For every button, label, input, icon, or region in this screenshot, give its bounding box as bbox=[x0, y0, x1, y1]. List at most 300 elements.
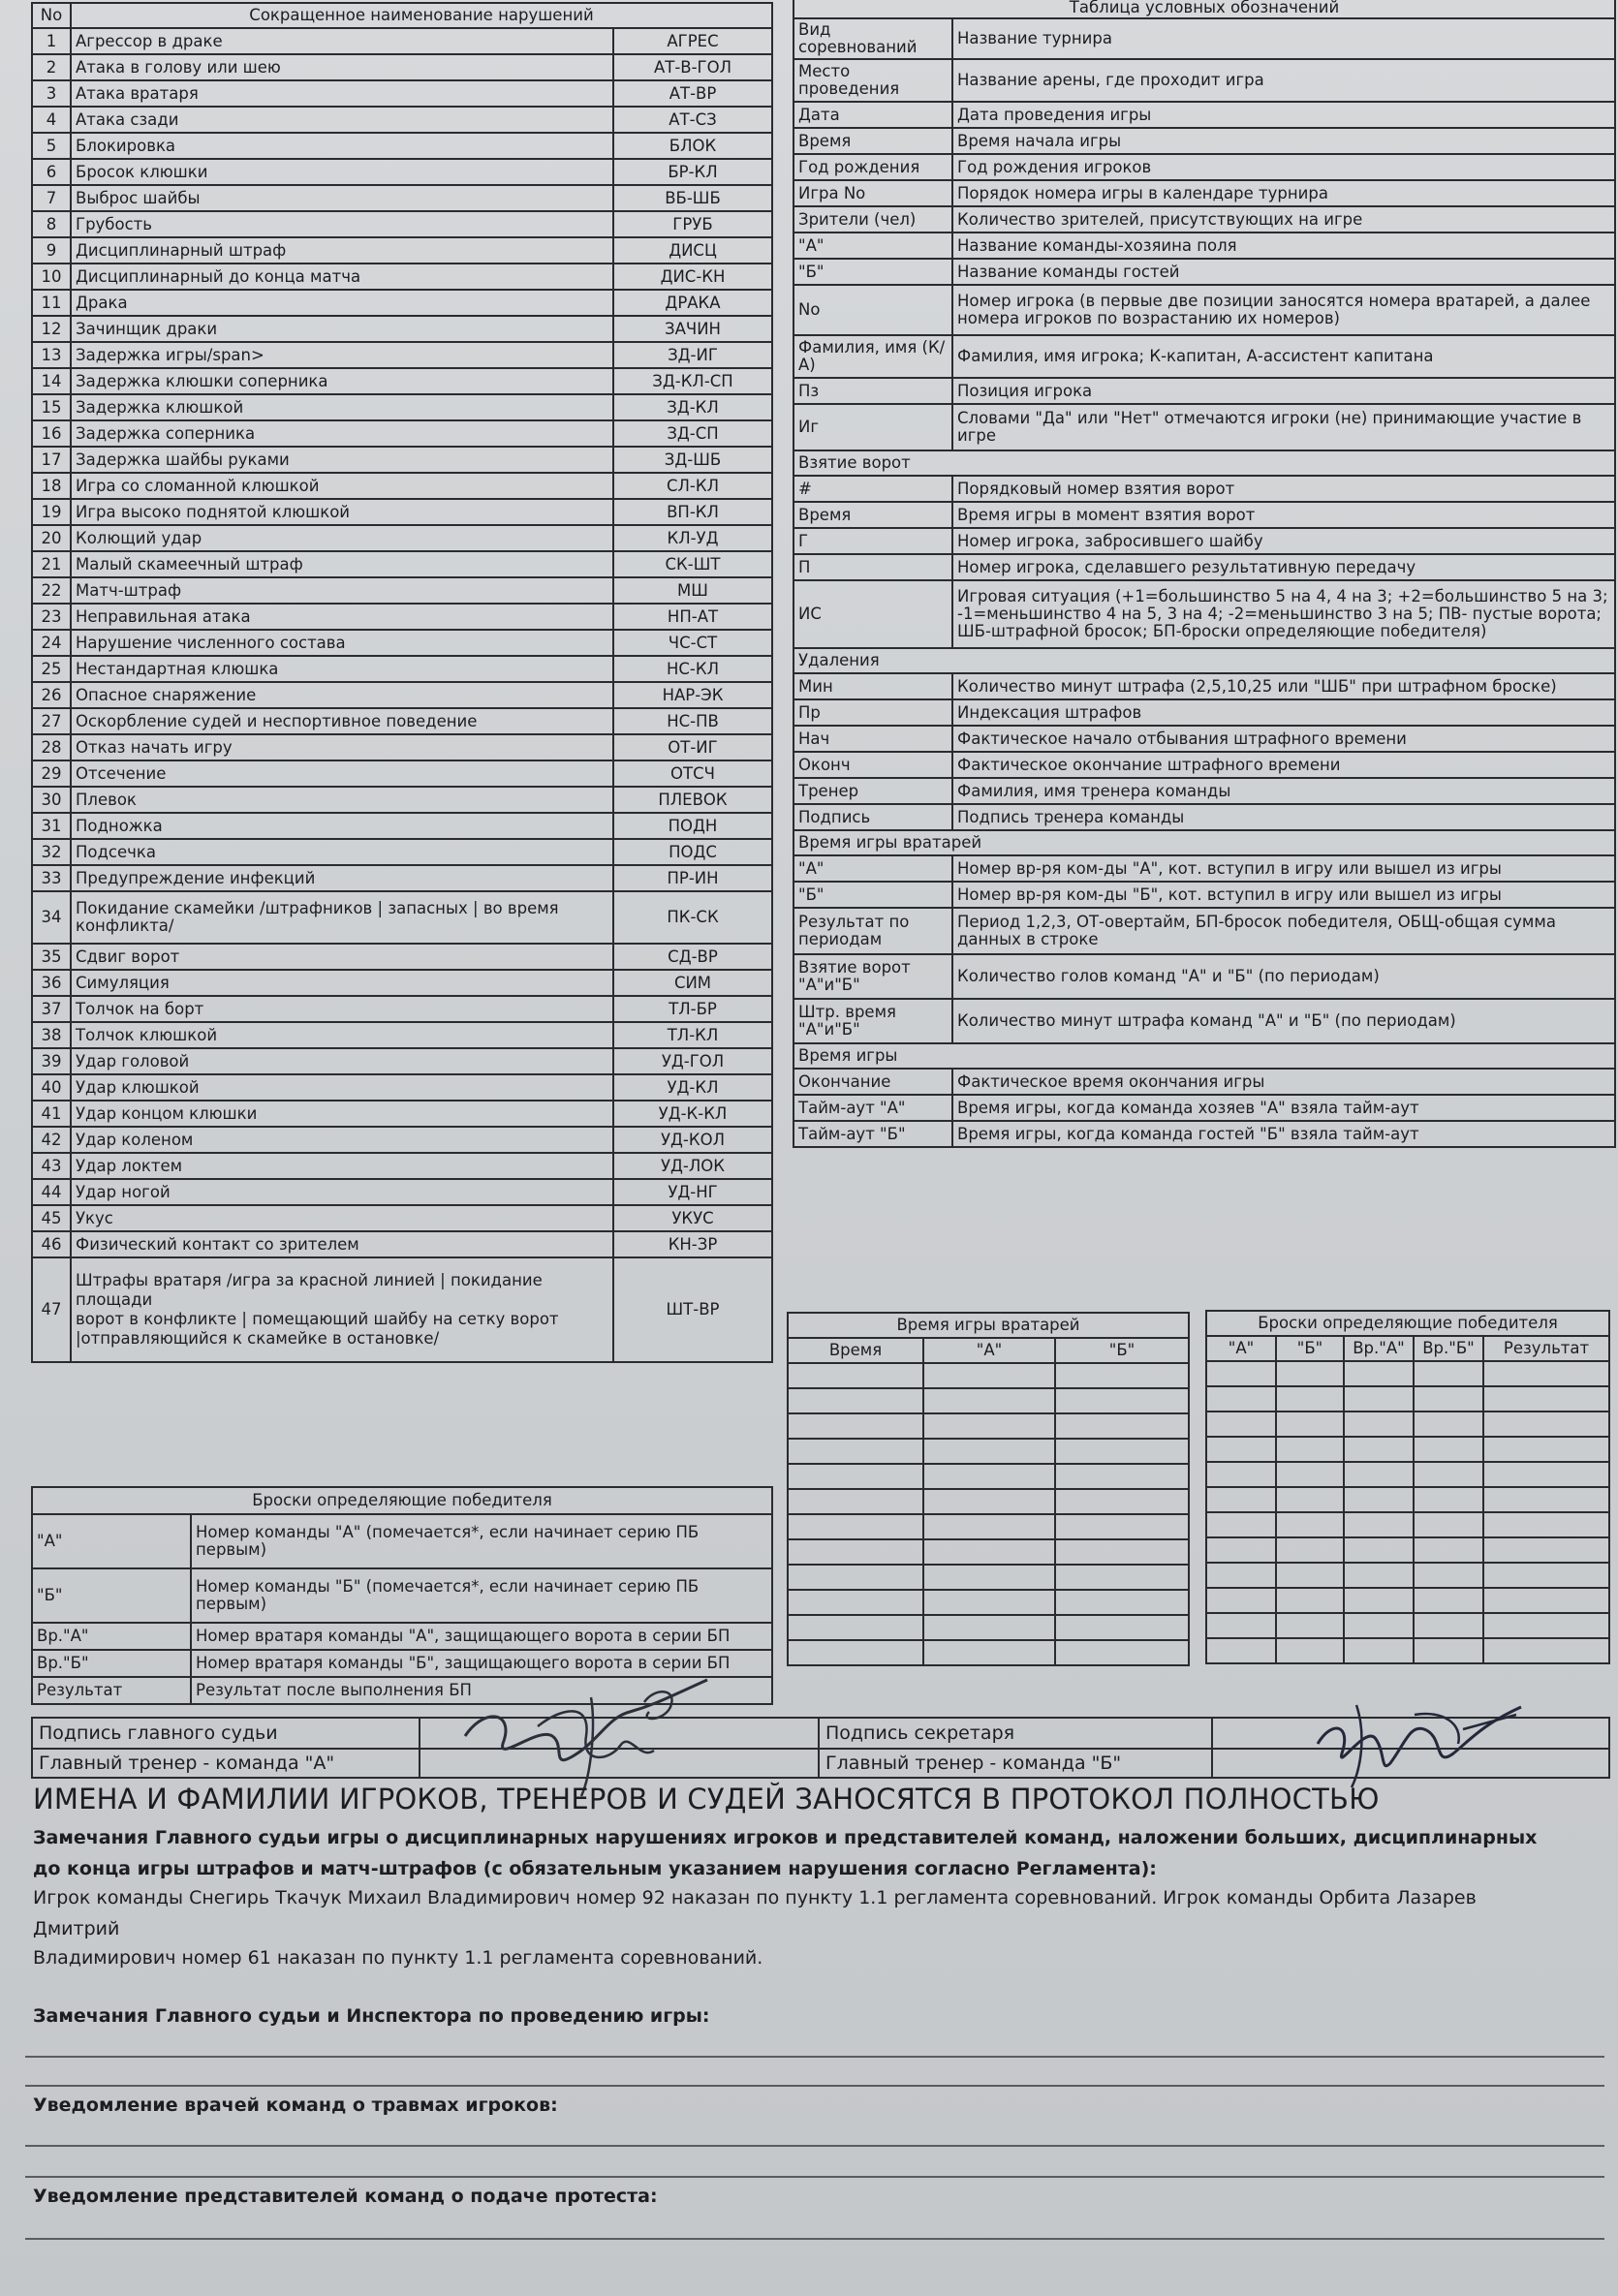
violation-abbreviation: ВБ-ШБ bbox=[613, 185, 772, 211]
empty-cell[interactable] bbox=[1483, 1437, 1609, 1462]
violation-name: Агрессор в драке bbox=[71, 28, 613, 54]
violation-row bbox=[32, 1101, 772, 1127]
empty-cell[interactable] bbox=[788, 1590, 923, 1615]
violation-abbreviation: ПЛЕВОК bbox=[613, 787, 772, 813]
violation-row bbox=[32, 1231, 772, 1257]
violation-number: 10 bbox=[32, 264, 71, 290]
violation-number: 2 bbox=[32, 54, 71, 80]
empty-cell[interactable] bbox=[1483, 1588, 1609, 1613]
legend-key: Нач bbox=[793, 726, 952, 752]
violation-row bbox=[32, 734, 772, 760]
violation-name bbox=[71, 1257, 613, 1362]
shootout-col-a: "А" bbox=[1206, 1336, 1276, 1361]
empty-cell[interactable] bbox=[1344, 1487, 1414, 1512]
violation-name: Предупреждение инфекций bbox=[71, 865, 613, 891]
empty-cell[interactable] bbox=[1206, 1613, 1276, 1638]
violation-abbreviation: АТ-СЗ bbox=[613, 107, 772, 133]
empty-cell[interactable] bbox=[1483, 1563, 1609, 1588]
legend-description: Порядковый номер взятия ворот bbox=[952, 476, 1615, 502]
legend-description: Фамилия, имя игрока; К-капитан, А-ассистент капитана bbox=[952, 335, 1615, 378]
empty-cell[interactable] bbox=[923, 1539, 1055, 1565]
violation-abbreviation: УД-КОЛ bbox=[613, 1127, 772, 1153]
empty-cell[interactable] bbox=[788, 1514, 923, 1539]
violation-row bbox=[32, 577, 772, 604]
violation-name: Неправильная атака bbox=[71, 604, 613, 630]
protest-heading: Уведомление представителей команд о подаче протеста: bbox=[33, 2186, 658, 2207]
violation-number: 43 bbox=[32, 1153, 71, 1179]
empty-cell[interactable] bbox=[788, 1615, 923, 1640]
empty-cell[interactable] bbox=[1276, 1412, 1344, 1437]
violation-row bbox=[32, 54, 772, 80]
empty-cell[interactable] bbox=[1414, 1361, 1483, 1386]
shootout-legend-row bbox=[32, 1623, 772, 1650]
empty-cell[interactable] bbox=[1414, 1563, 1483, 1588]
empty-grid-row bbox=[1206, 1588, 1609, 1613]
legend-row bbox=[793, 855, 1615, 882]
legend-row bbox=[793, 180, 1615, 206]
legend-row bbox=[793, 476, 1615, 502]
coach-a-label: Главный тренер - команда "А" bbox=[32, 1749, 420, 1778]
legend-row bbox=[793, 285, 1615, 335]
violation-row bbox=[32, 316, 772, 342]
shootout-legend-key: Результат bbox=[32, 1677, 191, 1704]
empty-cell[interactable] bbox=[788, 1640, 923, 1665]
violation-abbreviation: ТЛ-БР bbox=[613, 996, 772, 1022]
violation-number: 37 bbox=[32, 996, 71, 1022]
violation-row bbox=[32, 394, 772, 420]
violation-row bbox=[32, 211, 772, 237]
empty-cell[interactable] bbox=[1055, 1565, 1189, 1590]
violation-name: Подножка bbox=[71, 813, 613, 839]
violation-number: 12 bbox=[32, 316, 71, 342]
empty-cell[interactable] bbox=[1206, 1412, 1276, 1437]
legend-key: Мин bbox=[793, 673, 952, 699]
violation-abbreviation: НП-АТ bbox=[613, 604, 772, 630]
violation-abbreviation: ОТ-ИГ bbox=[613, 734, 772, 760]
conduct-line-1[interactable] bbox=[25, 2056, 1604, 2058]
shootout-legend-row bbox=[32, 1514, 772, 1568]
empty-cell[interactable] bbox=[923, 1640, 1055, 1665]
legend-row bbox=[793, 502, 1615, 528]
violation-abbreviation: НАР-ЭК bbox=[613, 682, 772, 708]
goalie-time-body bbox=[788, 1363, 1189, 1665]
violation-name: Толчок клюшкой bbox=[71, 1022, 613, 1048]
violation-abbreviation: УД-ЛОК bbox=[613, 1153, 772, 1179]
violation-number: 7 bbox=[32, 185, 71, 211]
empty-cell[interactable] bbox=[923, 1489, 1055, 1514]
empty-cell[interactable] bbox=[1414, 1412, 1483, 1437]
empty-cell[interactable] bbox=[1344, 1361, 1414, 1386]
legend-row bbox=[793, 59, 1615, 102]
empty-cell[interactable] bbox=[1483, 1487, 1609, 1512]
coach-b-label: Главный тренер - команда "Б" bbox=[819, 1749, 1212, 1778]
empty-cell[interactable] bbox=[788, 1489, 923, 1514]
legend-row bbox=[793, 404, 1615, 450]
empty-grid-row bbox=[788, 1439, 1189, 1464]
empty-cell[interactable] bbox=[1206, 1437, 1276, 1462]
violation-name: Нестандартная клюшка bbox=[71, 656, 613, 682]
goalie-col-a: "А" bbox=[923, 1338, 1055, 1363]
empty-cell[interactable] bbox=[788, 1539, 923, 1565]
legend-key: "А" bbox=[793, 855, 952, 882]
empty-grid-row bbox=[1206, 1487, 1609, 1512]
violation-row bbox=[32, 420, 772, 447]
empty-cell[interactable] bbox=[788, 1363, 923, 1388]
legend-key: Время bbox=[793, 502, 952, 528]
empty-cell[interactable] bbox=[1206, 1563, 1276, 1588]
caps-heading: ИМЕНА И ФАМИЛИИ ИГРОКОВ, ТРЕНЕРОВ И СУДЕЙ ЗАНОСЯТСЯ В ПРОТОКОЛ ПОЛНОСТЬЮ bbox=[33, 1783, 1380, 1815]
violation-name: Атака в голову или шею bbox=[71, 54, 613, 80]
empty-cell[interactable] bbox=[1206, 1537, 1276, 1563]
violation-name: Задержка игры/span> bbox=[71, 342, 613, 368]
violation-name: Колющий удар bbox=[71, 525, 613, 551]
legend-description: Время игры, когда команда гостей "Б" взяла тайм-аут bbox=[952, 1121, 1615, 1147]
legend-row bbox=[793, 154, 1615, 180]
empty-grid-row bbox=[1206, 1412, 1609, 1437]
shootout-col-b: "Б" bbox=[1276, 1336, 1344, 1361]
legend-key: Пз bbox=[793, 378, 952, 404]
violation-row bbox=[32, 813, 772, 839]
violation-name: Игра со сломанной клюшкой bbox=[71, 473, 613, 499]
empty-cell[interactable] bbox=[1344, 1638, 1414, 1663]
violation-row bbox=[32, 970, 772, 996]
empty-cell[interactable] bbox=[1414, 1462, 1483, 1487]
empty-cell[interactable] bbox=[1276, 1512, 1344, 1537]
empty-grid-row bbox=[788, 1413, 1189, 1439]
empty-cell[interactable] bbox=[1414, 1437, 1483, 1462]
violation-abbreviation: ПОДС bbox=[613, 839, 772, 865]
violation-number: 36 bbox=[32, 970, 71, 996]
violation-row bbox=[32, 891, 772, 944]
shootout-legend-key: Вр."Б" bbox=[32, 1650, 191, 1677]
empty-cell[interactable] bbox=[788, 1413, 923, 1439]
empty-cell[interactable] bbox=[1414, 1487, 1483, 1512]
empty-cell[interactable] bbox=[788, 1388, 923, 1413]
empty-cell[interactable] bbox=[1414, 1537, 1483, 1563]
violation-row bbox=[32, 1257, 772, 1362]
chief-referee-signature-label: Подпись главного судьи bbox=[32, 1718, 420, 1749]
violation-number: 9 bbox=[32, 237, 71, 264]
violation-abbreviation: ВП-КЛ bbox=[613, 499, 772, 525]
empty-cell[interactable] bbox=[923, 1615, 1055, 1640]
empty-cell[interactable] bbox=[1055, 1363, 1189, 1388]
violation-name: Сдвиг ворот bbox=[71, 944, 613, 970]
legend-key: Тайм-аут "А" bbox=[793, 1095, 952, 1121]
violation-number: 23 bbox=[32, 604, 71, 630]
violation-row bbox=[32, 604, 772, 630]
violation-name: Толчок на борт bbox=[71, 996, 613, 1022]
legend-description: Название команды-хозяина поля bbox=[952, 233, 1615, 259]
violation-name: Матч-штраф bbox=[71, 577, 613, 604]
legend-description: Время игры в момент взятия ворот bbox=[952, 502, 1615, 528]
violation-number: 8 bbox=[32, 211, 71, 237]
empty-cell[interactable] bbox=[1483, 1361, 1609, 1386]
conduct-line-2[interactable] bbox=[25, 2085, 1604, 2087]
empty-cell[interactable] bbox=[1055, 1413, 1189, 1439]
empty-cell[interactable] bbox=[1344, 1462, 1414, 1487]
empty-grid-row bbox=[1206, 1462, 1609, 1487]
violations-title: Сокращенное наименование нарушений bbox=[71, 3, 772, 28]
violation-name: Дисциплинарный до конца матча bbox=[71, 264, 613, 290]
shootout-col-gk-b: Вр."Б" bbox=[1414, 1336, 1483, 1361]
empty-cell[interactable] bbox=[1276, 1462, 1344, 1487]
legend-description: Название команды гостей bbox=[952, 259, 1615, 285]
remark-line-2: Дмитрий bbox=[33, 1918, 120, 1939]
violation-name: Нарушение численного состава bbox=[71, 630, 613, 656]
legend-row bbox=[793, 1069, 1615, 1095]
legend-section-row bbox=[793, 648, 1615, 673]
violation-row bbox=[32, 1153, 772, 1179]
goalie-time-title: Время игры вратарей bbox=[788, 1313, 1189, 1338]
shootout-legend-description: Результат после выполнения БП bbox=[191, 1677, 772, 1704]
violation-abbreviation: ШТ-ВР bbox=[613, 1257, 772, 1362]
empty-cell[interactable] bbox=[923, 1565, 1055, 1590]
violation-number: 44 bbox=[32, 1179, 71, 1205]
empty-cell[interactable] bbox=[1344, 1437, 1414, 1462]
violation-row bbox=[32, 1048, 772, 1074]
violation-abbreviation: БЛОК bbox=[613, 133, 772, 159]
violation-number: 47 bbox=[32, 1257, 71, 1362]
violation-abbreviation: ЗД-КЛ bbox=[613, 394, 772, 420]
violation-abbreviation: СИМ bbox=[613, 970, 772, 996]
empty-cell[interactable] bbox=[1483, 1512, 1609, 1537]
empty-cell[interactable] bbox=[1206, 1487, 1276, 1512]
shootout-body bbox=[1206, 1361, 1609, 1663]
empty-cell[interactable] bbox=[923, 1363, 1055, 1388]
violation-row bbox=[32, 1127, 772, 1153]
legend-section-row bbox=[793, 450, 1615, 476]
empty-cell[interactable] bbox=[1483, 1412, 1609, 1437]
empty-cell[interactable] bbox=[1055, 1388, 1189, 1413]
legend-description: Название арены, где проходит игра bbox=[952, 59, 1615, 102]
legend-description: Подпись тренера команды bbox=[952, 804, 1615, 830]
violation-row bbox=[32, 264, 772, 290]
empty-cell[interactable] bbox=[923, 1590, 1055, 1615]
violation-number: 1 bbox=[32, 28, 71, 54]
empty-cell[interactable] bbox=[1055, 1464, 1189, 1489]
empty-cell[interactable] bbox=[923, 1514, 1055, 1539]
legend-section-row bbox=[793, 830, 1615, 855]
legend-description: Фактическое время окончания игры bbox=[952, 1069, 1615, 1095]
violation-number: 21 bbox=[32, 551, 71, 577]
violation-number: 30 bbox=[32, 787, 71, 813]
empty-cell[interactable] bbox=[923, 1464, 1055, 1489]
empty-cell[interactable] bbox=[1483, 1537, 1609, 1563]
violation-row bbox=[32, 630, 772, 656]
legend-key: Пр bbox=[793, 699, 952, 726]
goalie-col-b: "Б" bbox=[1055, 1338, 1189, 1363]
legend-description: Фактическое окончание штрафного времени bbox=[952, 752, 1615, 778]
remark-line-1: Игрок команды Снегирь Ткачук Михаил Владимирович номер 92 наказан по пункту 1.1 регламента соревнований. Игрок команды Орбита Лазарев bbox=[33, 1887, 1477, 1908]
legend-key: Фамилия, имя (К/А) bbox=[793, 335, 952, 378]
empty-cell[interactable] bbox=[1276, 1588, 1344, 1613]
violation-name-line: ворот в конфликте | помещающий шайбу на сетку ворот bbox=[76, 1310, 559, 1328]
empty-cell[interactable] bbox=[1276, 1437, 1344, 1462]
protest-line-1[interactable] bbox=[25, 2238, 1604, 2240]
legend-row bbox=[793, 102, 1615, 128]
legend-description: Номер игрока, забросившего шайбу bbox=[952, 528, 1615, 554]
empty-cell[interactable] bbox=[1276, 1386, 1344, 1412]
violation-row bbox=[32, 133, 772, 159]
empty-cell[interactable] bbox=[1206, 1588, 1276, 1613]
violation-abbreviation: УД-НГ bbox=[613, 1179, 772, 1205]
violation-name-line: |отправляющийся к скамейке в остановке/ bbox=[76, 1329, 440, 1348]
injuries-line-1[interactable] bbox=[25, 2145, 1604, 2147]
violation-number: 40 bbox=[32, 1074, 71, 1101]
injuries-line-2[interactable] bbox=[25, 2176, 1604, 2178]
empty-cell[interactable] bbox=[788, 1464, 923, 1489]
empty-cell[interactable] bbox=[1055, 1539, 1189, 1565]
legend-title: Таблица условных обозначений bbox=[793, 0, 1615, 18]
violation-name: Покидание скамейки /штрафников | запасных | во время конфликта/ bbox=[71, 891, 613, 944]
violation-name: Задержка шайбы руками bbox=[71, 447, 613, 473]
violations-body bbox=[32, 28, 772, 1362]
empty-cell[interactable] bbox=[1483, 1613, 1609, 1638]
violation-number: 15 bbox=[32, 394, 71, 420]
empty-cell[interactable] bbox=[1055, 1590, 1189, 1615]
violation-name: Удар локтем bbox=[71, 1153, 613, 1179]
legend-row bbox=[793, 908, 1615, 954]
violation-abbreviation: ЗД-ИГ bbox=[613, 342, 772, 368]
empty-cell[interactable] bbox=[1055, 1615, 1189, 1640]
empty-cell[interactable] bbox=[1055, 1640, 1189, 1665]
legend-row bbox=[793, 954, 1615, 999]
violation-name: Игра высоко поднятой клюшкой bbox=[71, 499, 613, 525]
violation-number: 34 bbox=[32, 891, 71, 944]
violation-number: 33 bbox=[32, 865, 71, 891]
empty-cell[interactable] bbox=[1276, 1613, 1344, 1638]
legend-key: П bbox=[793, 554, 952, 580]
empty-cell[interactable] bbox=[1206, 1361, 1276, 1386]
legend-description: Время начала игры bbox=[952, 128, 1615, 154]
violation-number: 46 bbox=[32, 1231, 71, 1257]
violation-abbreviation: ДИСЦ bbox=[613, 237, 772, 264]
legend-description: Количество минут штрафа команд "А" и "Б" (по периодам) bbox=[952, 999, 1615, 1043]
legend-description: Время игры, когда команда хозяев "А" взяла тайм-аут bbox=[952, 1095, 1615, 1121]
empty-cell[interactable] bbox=[1414, 1588, 1483, 1613]
empty-grid-row bbox=[788, 1464, 1189, 1489]
empty-grid-row bbox=[788, 1363, 1189, 1388]
violation-abbreviation: ОТСЧ bbox=[613, 760, 772, 787]
legend-row bbox=[793, 580, 1615, 648]
empty-cell[interactable] bbox=[923, 1388, 1055, 1413]
violation-row bbox=[32, 80, 772, 107]
violation-row bbox=[32, 708, 772, 734]
empty-cell[interactable] bbox=[1206, 1638, 1276, 1663]
empty-cell[interactable] bbox=[1206, 1462, 1276, 1487]
shootout-legend-title: Броски определяющие победителя bbox=[32, 1487, 772, 1514]
legend-key: "Б" bbox=[793, 882, 952, 908]
empty-cell[interactable] bbox=[1414, 1613, 1483, 1638]
empty-cell[interactable] bbox=[1344, 1563, 1414, 1588]
violation-abbreviation: БР-КЛ bbox=[613, 159, 772, 185]
violation-row bbox=[32, 290, 772, 316]
empty-cell[interactable] bbox=[1483, 1462, 1609, 1487]
shootout-title: Броски определяющие победителя bbox=[1206, 1311, 1609, 1336]
violation-abbreviation: УД-КЛ bbox=[613, 1074, 772, 1101]
empty-cell[interactable] bbox=[1055, 1439, 1189, 1464]
legend-row bbox=[793, 378, 1615, 404]
violation-number: 35 bbox=[32, 944, 71, 970]
empty-cell[interactable] bbox=[1344, 1537, 1414, 1563]
violation-number: 20 bbox=[32, 525, 71, 551]
legend-row bbox=[793, 778, 1615, 804]
empty-cell[interactable] bbox=[1344, 1412, 1414, 1437]
violation-name: Оскорбление судей и неспортивное поведение bbox=[71, 708, 613, 734]
violation-row bbox=[32, 1179, 772, 1205]
empty-cell[interactable] bbox=[1276, 1638, 1344, 1663]
empty-cell[interactable] bbox=[1055, 1514, 1189, 1539]
empty-cell[interactable] bbox=[1344, 1588, 1414, 1613]
empty-cell[interactable] bbox=[1276, 1361, 1344, 1386]
legend-key: Оконч bbox=[793, 752, 952, 778]
violation-name: Отказ начать игру bbox=[71, 734, 613, 760]
violation-name: Задержка клюшки соперника bbox=[71, 368, 613, 394]
legend-row bbox=[793, 233, 1615, 259]
empty-cell[interactable] bbox=[1483, 1638, 1609, 1663]
violation-abbreviation: ЗД-КЛ-СП bbox=[613, 368, 772, 394]
violation-abbreviation: ЗД-СП bbox=[613, 420, 772, 447]
empty-cell[interactable] bbox=[788, 1565, 923, 1590]
violation-name-line: Штрафы вратаря /игра за красной линией | покидание площади bbox=[76, 1271, 543, 1309]
empty-cell[interactable] bbox=[1206, 1512, 1276, 1537]
legend-key: Тренер bbox=[793, 778, 952, 804]
legend-description: Игровая ситуация (+1=большинство 5 на 4, 4 на 3; +2=большинство 5 на 3; -1=меньшинство 4 на 5, 3 на 4; -2=меньшинство 3 на 5; ПВ- пустые ворота; ШБ-штрафной бросок; БП-броски определяющие победителя) bbox=[952, 580, 1615, 648]
legend-key: No bbox=[793, 285, 952, 335]
empty-cell[interactable] bbox=[923, 1413, 1055, 1439]
empty-cell[interactable] bbox=[1055, 1489, 1189, 1514]
empty-cell[interactable] bbox=[1344, 1386, 1414, 1412]
empty-cell[interactable] bbox=[1276, 1487, 1344, 1512]
empty-cell[interactable] bbox=[1276, 1537, 1344, 1563]
empty-cell[interactable] bbox=[923, 1439, 1055, 1464]
legend-key: Зрители (чел) bbox=[793, 206, 952, 233]
legend-row bbox=[793, 804, 1615, 830]
violation-abbreviation: НС-ПВ bbox=[613, 708, 772, 734]
violation-row bbox=[32, 682, 772, 708]
legend-key: Вид соревнований bbox=[793, 18, 952, 59]
empty-cell[interactable] bbox=[1414, 1386, 1483, 1412]
goalie-time-table bbox=[787, 1312, 1190, 1666]
empty-cell[interactable] bbox=[1344, 1613, 1414, 1638]
legend-description: Номер вр-ря ком-ды "А", кот. вступил в игру или вышел из игры bbox=[952, 855, 1615, 882]
shootout-legend-description: Номер команды "А" (помечается*, если начинает серию ПБ первым) bbox=[191, 1514, 772, 1568]
remarks-heading-line2: до конца игры штрафов и матч-штрафов (с обязательным указанием нарушения согласно Регламента): bbox=[33, 1858, 1157, 1879]
violation-row bbox=[32, 185, 772, 211]
empty-cell[interactable] bbox=[788, 1439, 923, 1464]
violation-name: Грубость bbox=[71, 211, 613, 237]
violation-name: Удар клюшкой bbox=[71, 1074, 613, 1101]
violation-number: 11 bbox=[32, 290, 71, 316]
shootout-legend-description: Номер вратаря команды "А", защищающего ворота в серии БП bbox=[191, 1623, 772, 1650]
secretary-signature-label: Подпись секретаря bbox=[819, 1718, 1212, 1749]
empty-cell[interactable] bbox=[1483, 1386, 1609, 1412]
empty-cell[interactable] bbox=[1206, 1386, 1276, 1412]
legend-row bbox=[793, 699, 1615, 726]
empty-cell[interactable] bbox=[1276, 1563, 1344, 1588]
legend-description: Номер вр-ря ком-ды "Б", кот. вступил в игру или вышел из игры bbox=[952, 882, 1615, 908]
violation-name: Задержка клюшкой bbox=[71, 394, 613, 420]
empty-cell[interactable] bbox=[1344, 1512, 1414, 1537]
legend-row bbox=[793, 882, 1615, 908]
violation-name: Удар концом клюшки bbox=[71, 1101, 613, 1127]
empty-cell[interactable] bbox=[1414, 1638, 1483, 1663]
legend-description: Индексация штрафов bbox=[952, 699, 1615, 726]
empty-cell[interactable] bbox=[1414, 1512, 1483, 1537]
violation-row bbox=[32, 1074, 772, 1101]
legend-row bbox=[793, 128, 1615, 154]
violation-name: Выброс шайбы bbox=[71, 185, 613, 211]
